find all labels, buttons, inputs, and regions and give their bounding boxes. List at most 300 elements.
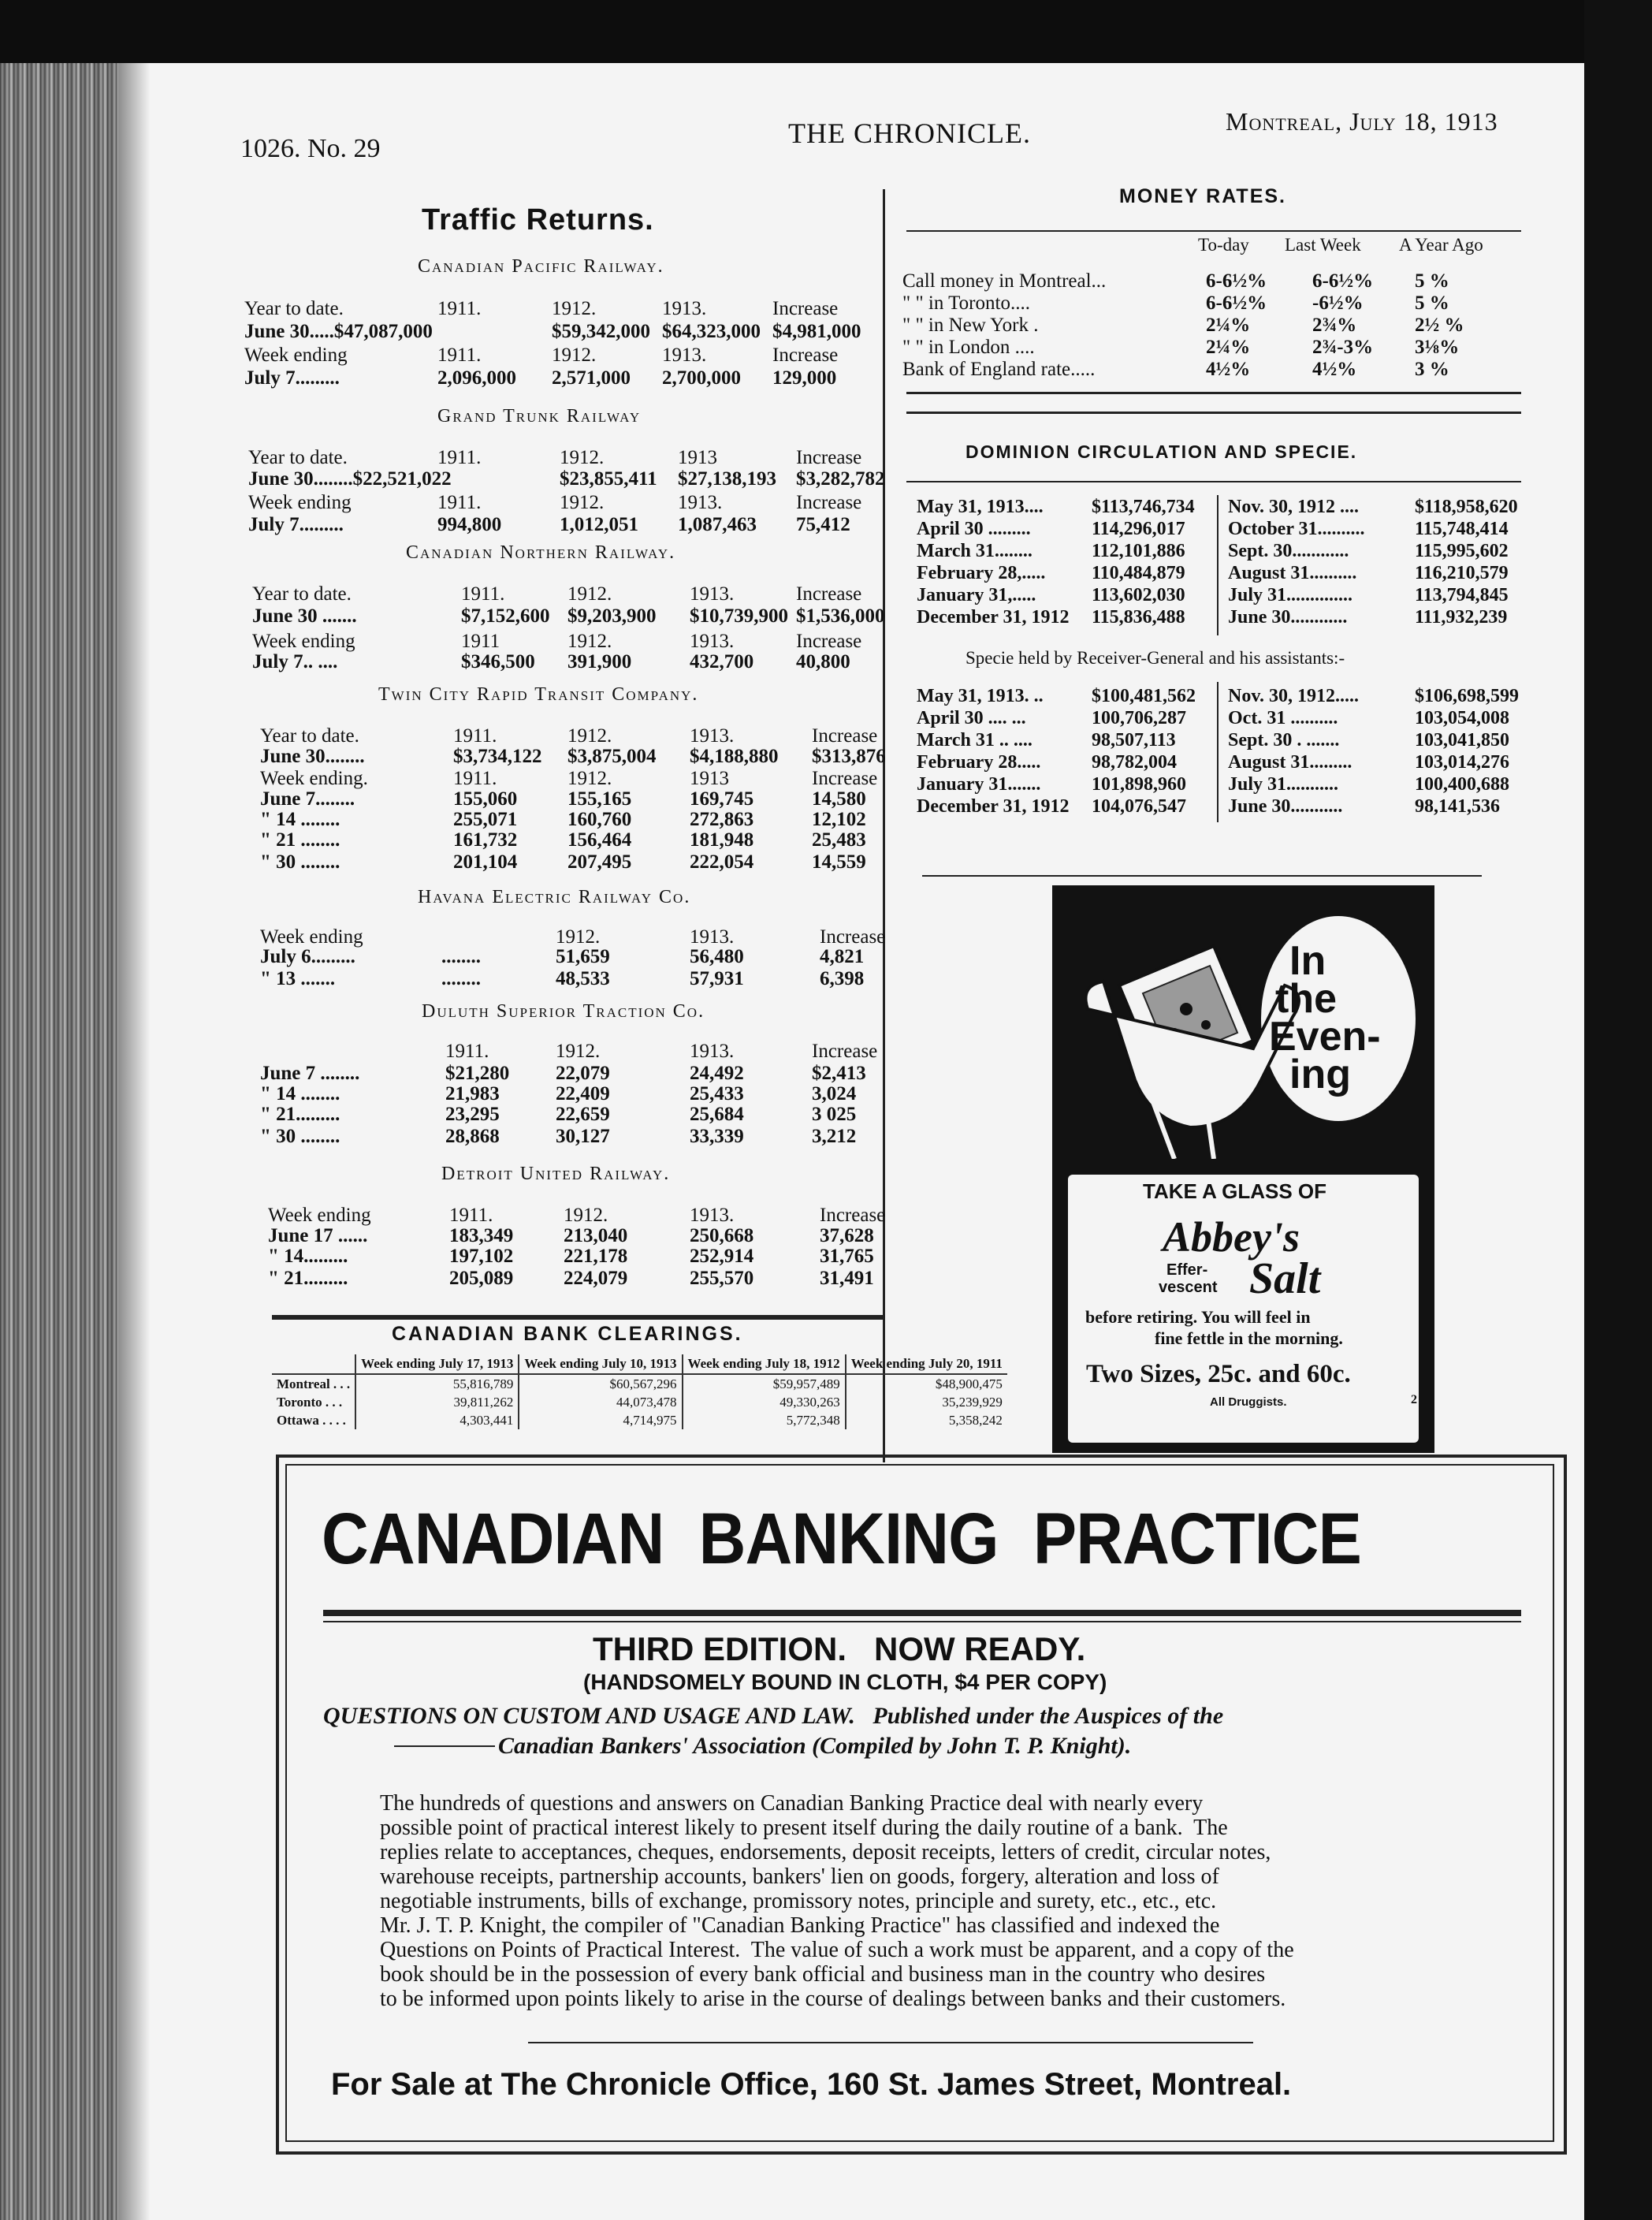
clearings-header: Week ending July 20, 1911	[846, 1354, 1007, 1374]
duluth-cell: 3,212	[812, 1126, 857, 1147]
cpr-railway-name: Canadian Pacific Railway.	[418, 256, 664, 277]
havana-cell: 56,480	[690, 946, 744, 967]
money-cell: " " in Toronto....	[902, 292, 1030, 314]
body-line: The hundreds of questions and answers on Canadian Banking Practice deal with nearly every	[380, 1791, 1204, 1816]
twin-cell: 272,863	[690, 809, 754, 830]
row-value: 113,602,030	[1092, 585, 1185, 605]
duluth-cell: 3 025	[812, 1104, 857, 1125]
cpr-cell: 1913.	[662, 345, 707, 366]
detroit-cell: 213,040	[564, 1225, 628, 1246]
cnr-cell: 1911.	[461, 583, 505, 605]
row-label: December 31, 1912	[917, 607, 1070, 628]
bound-line: (HANDSOMELY BOUND IN CLOTH, $4 PER COPY)	[583, 1670, 1107, 1694]
twin-cell: 1912.	[567, 725, 612, 747]
sale-line: For Sale at The Chronicle Office, 160 St. James Street, Montreal.	[331, 2067, 1292, 2102]
money-cell: 5 %	[1415, 292, 1449, 314]
gtr-cell: 1913.	[678, 492, 723, 513]
duluth-cell: 30,127	[556, 1126, 610, 1147]
detroit-cell: 205,089	[449, 1268, 514, 1289]
cnr-cell: 1911	[461, 631, 500, 652]
twin-cell: $313,876	[812, 746, 886, 767]
gtr-cell: July 7.........	[248, 514, 344, 535]
cpr-cell: 1912.	[552, 298, 597, 319]
row-value: 116,210,579	[1415, 563, 1509, 583]
cnr-cell: $346,500	[461, 651, 535, 672]
row-value: 98,782,004	[1092, 752, 1177, 773]
cnr-cell: 1913.	[690, 631, 735, 652]
row-value: 101,898,960	[1092, 774, 1186, 795]
twin-cell: " 14 ........	[260, 809, 340, 830]
duluth-cell: 1912.	[556, 1041, 601, 1062]
row-label: December 31, 1912	[917, 796, 1070, 817]
ad-line-2: fine fettle in the morning.	[1155, 1328, 1343, 1348]
detroit-cell: 197,102	[449, 1246, 514, 1267]
questions-line-2: Canadian Bankers' Association (Compiled by John T. P. Knight).	[498, 1733, 1132, 1759]
gtr-cell: 1911.	[437, 492, 482, 513]
clearings-header: Week ending July 17, 1913	[355, 1354, 519, 1374]
row-label: April 30 .........	[917, 519, 1031, 539]
clearings-cell: Ottawa . . . .	[277, 1413, 346, 1428]
cpr-cell: 2,700,000	[662, 367, 741, 389]
money-cell: 2¾-3%	[1312, 337, 1374, 358]
row-label: June 30............	[1228, 607, 1348, 628]
money-rule-top	[906, 230, 1521, 232]
specie-title: Specie held by Receiver-General and his assistants:-	[966, 648, 1345, 668]
cnr-cell: 1912.	[567, 631, 612, 652]
havana-cell: July 6.........	[260, 946, 355, 967]
take-a-glass: TAKE A GLASS OF	[1143, 1179, 1327, 1203]
clearings-table	[272, 1354, 1007, 1429]
row-value: 110,484,879	[1092, 563, 1185, 583]
havana-cell: ........	[441, 968, 481, 989]
cpr-cell: 1912.	[552, 345, 597, 366]
paper-title: THE CHRONICLE.	[788, 117, 1031, 149]
clearings-row	[272, 1374, 1007, 1393]
row-value: $100,481,562	[1092, 686, 1196, 706]
duluth-cell: 22,079	[556, 1063, 610, 1084]
duluth-cell: 1913.	[690, 1041, 735, 1062]
duluth-railway-name: Duluth Superior Traction Co.	[422, 1001, 705, 1022]
twin-railway-name: Twin City Rapid Transit Company.	[378, 684, 699, 705]
ad-sizes: Two Sizes, 25c. and 60c.	[1086, 1360, 1351, 1388]
clearings-cell: 39,811,262	[355, 1393, 519, 1411]
cnr-cell: $9,203,900	[567, 605, 657, 627]
twin-cell: 14,580	[812, 788, 866, 810]
body-line: negotiable instruments, bills of exchange, promissory notes, principle and surety, etc., etc., etc.	[380, 1889, 1217, 1913]
twin-cell: 169,745	[690, 788, 754, 810]
money-rates-title: MONEY RATES.	[1119, 185, 1286, 207]
row-value: 115,836,488	[1092, 607, 1185, 628]
clearings-cell: $59,957,489	[683, 1374, 846, 1393]
row-label: October 31..........	[1228, 519, 1365, 539]
cnr-cell: 432,700	[690, 651, 754, 672]
duluth-cell: " 14 ........	[260, 1083, 340, 1104]
cpr-cell: 2,571,000	[552, 367, 631, 389]
bubble-text	[1269, 938, 1381, 1097]
twin-cell: 155,165	[567, 788, 632, 810]
havana-cell: Week ending	[260, 926, 363, 948]
money-cell: 4½%	[1206, 359, 1251, 380]
traffic-title: Traffic Returns.	[422, 203, 654, 237]
twin-cell: 1912.	[567, 768, 612, 789]
clearings-cell: 5,358,242	[846, 1411, 1007, 1429]
clearings-cell: 55,816,789	[355, 1374, 519, 1393]
clearings-cell: 35,239,929	[846, 1393, 1007, 1411]
body-line: Questions on Points of Practical Interest. The value of such a work must be apparent, and a copy of the	[380, 1938, 1294, 1962]
cnr-cell: 1912.	[567, 583, 612, 605]
clearings-header: Week ending July 18, 1912	[683, 1354, 846, 1374]
edition-line: THIRD EDITION. NOW READY.	[593, 1630, 1086, 1667]
money-cell: Call money in Montreal...	[902, 270, 1107, 292]
row-label: August 31.........	[1228, 752, 1352, 773]
row-label: April 30 .... ...	[917, 708, 1026, 728]
cnr-cell: Increase	[796, 631, 862, 652]
twin-cell: 14,559	[812, 851, 866, 873]
row-value: 100,706,287	[1092, 708, 1186, 728]
gtr-cell: Week ending	[248, 492, 352, 513]
duluth-cell: " 30 ........	[260, 1126, 340, 1147]
twin-cell: 1913	[690, 768, 729, 789]
duluth-cell: 23,295	[445, 1104, 500, 1125]
money-cell: " " in London ....	[902, 337, 1035, 358]
row-value: 98,141,536	[1415, 796, 1500, 817]
row-value: 103,014,276	[1415, 752, 1509, 773]
cnr-cell: 40,800	[796, 651, 850, 672]
money-cell: 3⅛%	[1415, 337, 1460, 358]
duluth-cell: 3,024	[812, 1083, 857, 1104]
row-value: $106,698,599	[1415, 686, 1519, 706]
havana-cell: 1912.	[556, 926, 601, 948]
twin-cell: $4,188,880	[690, 746, 779, 767]
detroit-cell: 1912.	[564, 1205, 608, 1226]
detroit-cell: " 14.........	[268, 1246, 348, 1267]
page-number: 1026. No. 29	[240, 134, 381, 163]
money-cell: 2¼%	[1206, 315, 1251, 336]
twin-cell: 255,071	[453, 809, 518, 830]
clearings-cell: 44,073,478	[519, 1393, 682, 1411]
money-cell: 6-6½%	[1206, 292, 1267, 314]
detroit-cell: Week ending	[268, 1205, 371, 1226]
detroit-cell: 252,914	[690, 1246, 754, 1267]
havana-cell: 1913.	[690, 926, 735, 948]
clearings-row	[272, 1411, 1007, 1429]
detroit-cell: 255,570	[690, 1268, 754, 1289]
clearings-cell: 5,772,348	[683, 1411, 846, 1429]
twin-cell: $3,734,122	[453, 746, 542, 767]
twin-cell: 207,495	[567, 851, 632, 873]
body-line: replies relate to acceptances, cheques, endorsements, deposit receipts, letters of credit, circular notes,	[380, 1840, 1271, 1864]
twin-cell: 222,054	[690, 851, 754, 873]
questions-rule	[394, 1745, 495, 1747]
cnr-cell: 391,900	[567, 651, 632, 672]
gtr-cell: June 30........$22,521,022	[248, 468, 452, 490]
havana-cell: 57,931	[690, 968, 744, 989]
money-cell: 5 %	[1415, 270, 1449, 292]
row-value: 103,054,008	[1415, 708, 1509, 728]
clearings-header	[272, 1354, 355, 1374]
money-cell: -6½%	[1312, 292, 1364, 314]
dominion-rule-2	[906, 481, 1521, 482]
column-divider	[883, 189, 885, 1462]
detroit-cell: 1911.	[449, 1205, 493, 1226]
book-binding-edge	[0, 63, 118, 2220]
ad-druggists: All Druggists.	[1210, 1395, 1287, 1409]
row-label: July 31...........	[1228, 774, 1339, 795]
twin-cell: 155,060	[453, 788, 518, 810]
detroit-cell: 31,765	[820, 1246, 874, 1267]
twin-cell: Increase	[812, 725, 878, 747]
clearings-cell: 4,303,441	[355, 1411, 519, 1429]
row-label: Sept. 30 . .......	[1228, 730, 1340, 751]
twin-cell: 181,948	[690, 829, 754, 851]
circulation-divider	[1217, 495, 1219, 635]
banking-title: CANADIAN BANKING PRACTICE	[322, 1499, 1361, 1579]
row-label: May 31, 1913....	[917, 497, 1044, 517]
gtr-cell: 75,412	[796, 514, 850, 535]
cnr-cell: Year to date.	[252, 583, 352, 605]
duluth-cell: " 21.........	[260, 1104, 340, 1125]
duluth-cell: 22,409	[556, 1083, 610, 1104]
havana-cell: 4,821	[820, 946, 865, 967]
twin-cell: June 30........	[260, 746, 365, 767]
body-line: to be informed upon points likely to arise in the course of dealings between banks and their customers.	[380, 1987, 1286, 2011]
gtr-cell: Year to date.	[248, 447, 348, 468]
cpr-cell: 1911.	[437, 298, 482, 319]
row-label: August 31..........	[1228, 563, 1357, 583]
clearings-cell: Toronto . . .	[277, 1395, 343, 1410]
havana-cell: ........	[441, 946, 481, 967]
clearings-title: CANADIAN BANK CLEARINGS.	[392, 1323, 743, 1345]
cnr-cell: $1,536,000	[796, 605, 885, 627]
twin-cell: 160,760	[567, 809, 632, 830]
money-header: Last Week	[1285, 235, 1361, 255]
duluth-cell: 1911.	[445, 1041, 489, 1062]
row-label: June 30...........	[1228, 796, 1343, 817]
money-cell: 6-6½%	[1206, 270, 1267, 292]
detroit-railway-name: Detroit United Railway.	[441, 1164, 671, 1184]
cpr-cell: $64,323,000	[662, 321, 761, 342]
cpr-cell: 129,000	[772, 367, 837, 389]
cnr-cell: $10,739,900	[690, 605, 788, 627]
money-cell: 2½ %	[1415, 315, 1464, 336]
cnr-cell: June 30 .......	[252, 605, 357, 627]
row-label: Oct. 31 ..........	[1228, 708, 1338, 728]
twin-cell: 1913.	[690, 725, 735, 747]
cpr-cell: 2,096,000	[437, 367, 516, 389]
gtr-cell: $23,855,411	[560, 468, 657, 490]
twin-cell: 156,464	[567, 829, 632, 851]
traffic-bottom-rule	[272, 1315, 883, 1320]
row-value: 115,748,414	[1415, 519, 1509, 539]
row-value: 103,041,850	[1415, 730, 1509, 751]
twin-cell: 12,102	[812, 809, 866, 830]
row-label: January 31.......	[917, 774, 1041, 795]
row-label: Sept. 30............	[1228, 541, 1349, 561]
cpr-cell: 1911.	[437, 345, 482, 366]
ad-number: 2	[1411, 1393, 1417, 1406]
duluth-cell: $2,413	[812, 1063, 866, 1084]
row-value: 112,101,886	[1092, 541, 1185, 561]
row-label: March 31........	[917, 541, 1032, 561]
gtr-cell: Increase	[796, 492, 862, 513]
clearings-cell: $48,900,475	[846, 1374, 1007, 1393]
money-cell: 6-6½%	[1312, 270, 1374, 292]
row-value: 104,076,547	[1092, 796, 1186, 817]
cnr-cell: Week ending	[252, 631, 355, 652]
money-cell: " " in New York .	[902, 315, 1039, 336]
detroit-cell: Increase	[820, 1205, 886, 1226]
bubble-line: the	[1275, 976, 1337, 1022]
gtr-cell: 1913	[678, 447, 717, 468]
cpr-cell: Increase	[772, 345, 839, 366]
twin-cell: 201,104	[453, 851, 518, 873]
title-rule-thick	[323, 1610, 1521, 1616]
cnr-cell: Increase	[796, 583, 862, 605]
row-label: Nov. 30, 1912 ....	[1228, 497, 1360, 517]
clearings-cell: $60,567,296	[519, 1374, 682, 1393]
row-value: $118,958,620	[1415, 497, 1518, 517]
gtr-cell: $3,282,782	[796, 468, 885, 490]
body-line: warehouse receipts, partnership accounts, bankers' lien on goods, forgery, alteration and loss of	[380, 1864, 1219, 1889]
gtr-cell: 1912.	[560, 447, 605, 468]
row-label: July 31..............	[1228, 585, 1353, 605]
clearings-row	[272, 1393, 1007, 1411]
ad-line-1: before retiring. You will feel in	[1085, 1307, 1311, 1327]
twin-cell: 1911.	[453, 768, 497, 789]
gtr-cell: 1,087,463	[678, 514, 757, 535]
row-label: February 28.....	[917, 752, 1041, 773]
row-label: Nov. 30, 1912.....	[1228, 686, 1360, 706]
row-label: March 31 .. ....	[917, 730, 1032, 751]
gtr-railway-name: Grand Trunk Railway	[437, 406, 642, 426]
row-label: February 28,.....	[917, 563, 1046, 583]
clearings-cell: Montreal . . .	[277, 1376, 351, 1391]
cpr-cell: Year to date.	[244, 298, 344, 319]
cpr-cell: $4,981,000	[772, 321, 861, 342]
detroit-cell: 37,628	[820, 1225, 874, 1246]
body-line: book should be in the possession of every bank official and business man in the country who desires	[380, 1962, 1266, 1987]
gtr-cell: 1,012,051	[560, 514, 638, 535]
sale-rule	[528, 2042, 1253, 2043]
havana-cell: Increase	[820, 926, 886, 948]
row-value: 113,794,845	[1415, 585, 1509, 605]
duluth-cell: 22,659	[556, 1104, 610, 1125]
twin-cell: Increase	[812, 768, 878, 789]
detroit-cell: 224,079	[564, 1268, 628, 1289]
duluth-cell: 28,868	[445, 1126, 500, 1147]
gtr-cell: Increase	[796, 447, 862, 468]
brand-vescent: vescent	[1159, 1279, 1218, 1296]
havana-cell: 51,659	[556, 946, 610, 967]
money-cell: 2¼%	[1206, 337, 1251, 358]
money-cell: 2¾%	[1312, 315, 1357, 336]
bubble-line: ing	[1289, 1052, 1351, 1097]
twin-cell: June 7........	[260, 788, 355, 810]
detroit-cell: 250,668	[690, 1225, 754, 1246]
brand-effer: Effer-	[1166, 1261, 1208, 1279]
dateline: Montreal, July 18, 1913	[1226, 107, 1498, 136]
detroit-cell: 183,349	[449, 1225, 514, 1246]
duluth-cell: Increase	[812, 1041, 878, 1062]
row-value: 115,995,602	[1415, 541, 1509, 561]
clearings-cell: 49,330,263	[683, 1393, 846, 1411]
gutter-shadow	[118, 63, 150, 2220]
havana-cell: 48,533	[556, 968, 610, 989]
detroit-cell: 31,491	[820, 1268, 874, 1289]
bubble-line: In	[1289, 938, 1326, 984]
cpr-cell: 1913.	[662, 298, 707, 319]
duluth-cell: June 7 ........	[260, 1063, 360, 1084]
twin-cell: Year to date.	[260, 725, 359, 747]
money-header: A Year Ago	[1399, 235, 1483, 255]
row-value: 111,932,239	[1415, 607, 1508, 628]
body-line: possible point of practical interest likely to present itself during the daily routine of a bank. The	[380, 1816, 1228, 1840]
cpr-cell: June 30.....$47,087,000	[244, 321, 433, 342]
havana-cell: 6,398	[820, 968, 865, 989]
detroit-cell: 221,178	[564, 1246, 628, 1267]
cpr-cell: July 7.........	[244, 367, 340, 389]
detroit-cell: June 17 ......	[268, 1225, 368, 1246]
row-label: May 31, 1913. ..	[917, 686, 1044, 706]
gtr-cell: 1912.	[560, 492, 605, 513]
detroit-cell: " 21.........	[268, 1268, 348, 1289]
body-line: Mr. J. T. P. Knight, the compiler of "Canadian Banking Practice" has classified and indexed the	[380, 1913, 1220, 1938]
cpr-cell: $59,342,000	[552, 321, 650, 342]
twin-cell: 25,483	[812, 829, 866, 851]
duluth-cell: 33,339	[690, 1126, 744, 1147]
cnr-cell: 1913.	[690, 583, 735, 605]
bubble-line: Even-	[1269, 1014, 1381, 1060]
twin-cell: " 21 ........	[260, 829, 340, 851]
twin-cell: " 30 ........	[260, 851, 340, 873]
cpr-cell: Increase	[772, 298, 839, 319]
gtr-cell: 1911.	[437, 447, 482, 468]
duluth-cell: 24,492	[690, 1063, 744, 1084]
page-right-edge	[1584, 0, 1652, 2220]
duluth-cell: 25,684	[690, 1104, 744, 1125]
money-cell: Bank of England rate.....	[902, 359, 1096, 380]
clearings-header: Week ending July 10, 1913	[519, 1354, 682, 1374]
gtr-cell: $27,138,193	[678, 468, 776, 490]
twin-cell: 161,732	[453, 829, 518, 851]
row-label: January 31,.....	[917, 585, 1036, 605]
dominion-title: DOMINION CIRCULATION AND SPECIE.	[966, 441, 1358, 462]
title-rule-thin	[323, 1621, 1521, 1622]
money-cell: 3 %	[1415, 359, 1449, 380]
dominion-rule-top	[906, 412, 1521, 414]
havana-cell: " 13 .......	[260, 968, 336, 989]
dominion-rule-bottom	[922, 875, 1482, 877]
brand-salt: Salt	[1249, 1254, 1321, 1303]
money-rule-bottom	[906, 392, 1521, 394]
duluth-cell: 25,433	[690, 1083, 744, 1104]
duluth-cell: 21,983	[445, 1083, 500, 1104]
detroit-cell: 1913.	[690, 1205, 735, 1226]
specie-divider	[1217, 682, 1219, 822]
twin-cell: Week ending.	[260, 768, 368, 789]
questions-line-1: QUESTIONS ON CUSTOM AND USAGE AND LAW. Published under the Auspices of the	[323, 1703, 1224, 1729]
row-value: 100,400,688	[1415, 774, 1509, 795]
row-value: $113,746,734	[1092, 497, 1195, 517]
clearings-cell: 4,714,975	[519, 1411, 682, 1429]
row-value: 114,296,017	[1092, 519, 1185, 539]
twin-cell: $3,875,004	[567, 746, 657, 767]
money-header: To-day	[1198, 235, 1249, 255]
cpr-cell: Week ending	[244, 345, 348, 366]
brand-abbeys: Abbey's	[1163, 1213, 1300, 1261]
money-cell: 4½%	[1312, 359, 1357, 380]
twin-cell: 1911.	[453, 725, 497, 747]
